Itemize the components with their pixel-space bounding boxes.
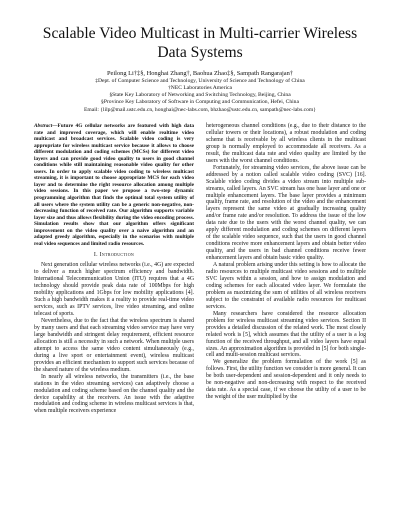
paragraph: A natural problem arising under this setting is how to allocate the radio resources to multiple multicast video sessions and to multiple SVC layers within a session, and how to assign modulation and coding schemes for each allocated video layer. We formulate the problem as maximizing the sum of utilities of all wireless receivers subject to the constraint of available radio resources for multicast services. <box>206 262 366 310</box>
author-emails: Email: {lilp@mail.ustc.edu.cn, honghai@nec-labs.com, bhzhao@ustc.edu.cn, sampath@nec-labs.com} <box>84 107 316 113</box>
paragraph: Many researchers have considered the resource allocation problem for wireless multicast streaming video services. Section II provides a detailed discussion of the related work. The most closely related work is [5], which assumes that the utility of a user is a log function of the received throughput, and all video layers have equal sizes. An approximation algorithm is provided in [5] for both single-cell and multi-session multicast services. <box>206 310 366 359</box>
paragraph: heterogeneous channel conditions (e.g., due to their distance to the cellular towers or their locations), a robust modulation and coding scheme that is receivable by all wireless clients in the multicast group is normally employed to accommodate all receivers. As a result, the multicast data rate and video quality are limited by the users with the worst channel conditions. <box>206 123 366 164</box>
affiliation-1: ‡Dept. of Computer Science and Technology, University of Science and Technology of China <box>95 78 305 84</box>
paragraph: In nearly all wireless networks, the transmitters (i.e., the base stations in the video streaming services) can adaptively choose a modulation and coding scheme based on the channel quality and the device capability at the receivers. An issue with the adaptive modulation and coding scheme in wireless multicast services is that, when multiple receivers experience <box>34 373 194 415</box>
author-list: Peilong Li†‡§, Honghai Zhang†, Baohua Zhao‡§, Sampath Rangarajan† <box>107 70 293 77</box>
abstract-lead: Abstract <box>34 123 53 129</box>
left-column <box>34 123 194 415</box>
paper-title: Scalable Video Multicast in Multi-carrier Wireless Data Systems <box>42 25 358 61</box>
paragraph: Nevertheless, due to the fact that the wireless spectrum is shared by many users and that each streaming video service may have very large bandwidth and stringent delay requirement, efficient resource allocation is still a necessity in such a network. When multiple users attempt to access the same video content simultaneously (e.g., during a live sport or entertainment event), wireless multicast provides an efficient mechanism to support such services because of the shared nature of the wireless medium. <box>34 318 194 373</box>
section-heading-introduction: I. Introduction <box>93 252 135 259</box>
abstract <box>34 123 194 247</box>
affiliation-3: §State Key Laboratory of Networking and Switching Technology, Beijing, China <box>109 92 291 98</box>
abstract-body: —Future 4G cellular networks are featured with high data rate and improved coverage, which will enable realtime video multicast and broadcast services. Scalable video coding is very appropriate for wireless multicast service because it allows to choose different modulation and coding schemes (MCSs) for different video layers and can provide good video quality to users in good channel conditions while still maintaining reasonable video quality for other users. In order to apply scalable video coding to wireless multicast streaming, it is important to choose appropriate MCS for each video layer and to determine the right resource allocation among multiple video sessions. In this paper we propose a two-step dynamic programming algorithm that finds the optimal total system utility of all users where the system utility can be a generic non-negative, non-decreasing function of received rate. Our algorithm supports variable layer size and thus allows flexibility during the video encoding process. Simulation results show that our algorithm offers significant improvement on the video quality over a naive algorithm and an adapted greedy algorithm, especially in the scenarios with multiple real video sequences and limited radio resources. <box>34 123 194 247</box>
affiliation-2: †NEC Laboratories America <box>168 85 232 91</box>
paragraph: We generalize the problem formulation of the work [5] as follows. First, the utility function we consider is more general. It can be both user-dependent and session-dependent and it only needs to be non-negative and non-decreasing with respect to the received data rate. As a special case, if we choose the utility of a user to be the weight of the user multiplied by the <box>206 359 366 401</box>
paragraph: Fortunately, for streaming video services, the above issue can be addressed by a notion called scalable video coding (SVC) [16]. Scalable video coding divides a video stream into multiple sub-streams, called layers. An SVC stream has one base layer and one or multiple enhancement layers. The base layer provides a minimum quality, frame rate, and resolution of the video and the enhancement layers represent the same video at gradually increasing quality and/or frame rate and/or resolution. To address the issue of the low data rate due to the users with the worst channel quality, we can apply different modulation and coding schemes on different layers of the scalable video sequence, such that the users in good channel conditions receive more enhancement layers and obtain better video quality, and the users in bad channel conditions receive fewer enhancement layers and obtain basic video quality. <box>206 164 366 262</box>
right-column <box>206 123 366 415</box>
affiliation-4: §Province Key Laboratory of Software in Computing and Communication, Hefei, China <box>101 99 299 105</box>
paragraph: Next generation cellular wireless networks (i.e., 4G) are expected to deliver a much higher spectrum efficiency and bandwidth. International Telecommunication Union (ITU) requires that a 4G technology should provide peak data rate of 100Mbps for high mobility applications and 1Gbps for low mobility applications [4]. Such a high bandwidth makes it a reality to provide real-time video services, such as IPTV services, live video streaming, and online telecast of sports. <box>34 262 194 318</box>
two-column-body <box>34 123 366 415</box>
